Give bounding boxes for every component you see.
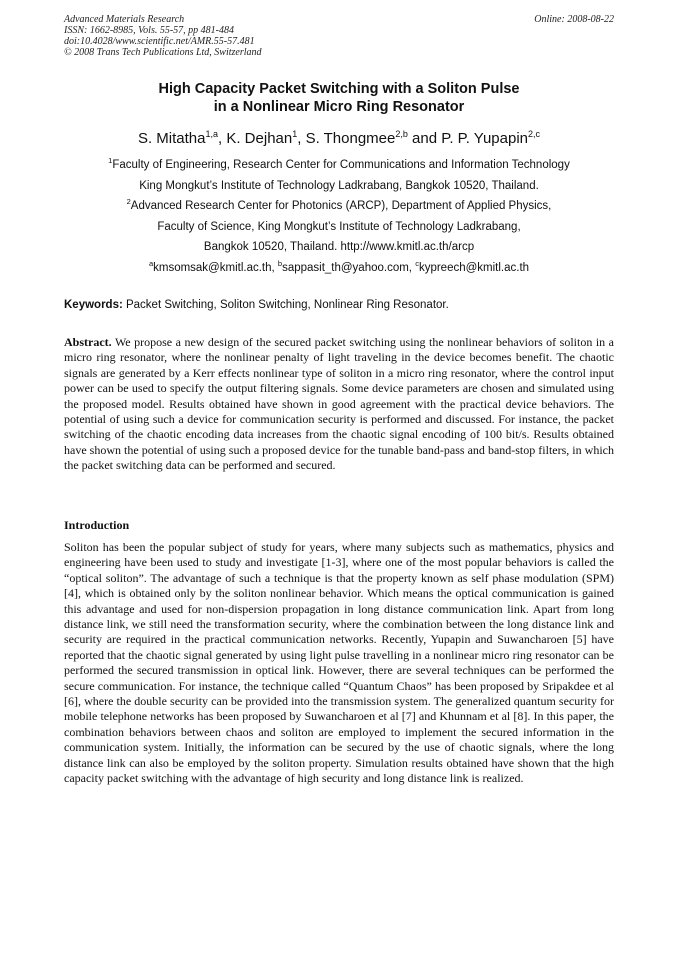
affil-mark: 2 [126,197,131,207]
author-name: S. Thongmee [305,130,396,147]
paper-title [0,80,678,116]
author-list [0,130,678,148]
affil-mark: 1 [108,156,113,166]
email-address: kmsomsak@kmitl.ac.th, [153,261,278,274]
title-line-1: High Capacity Packet Switching with a Soliton Pulse [158,81,520,97]
author-affil-mark: 2,b [395,129,408,139]
affil-text: Faculty of Engineering, Research Center for Communications and Information Technology [112,159,570,171]
author-separator: , [218,130,227,147]
author-affil-mark: 1 [292,129,298,139]
email-mark: a [148,258,154,268]
title-line-2: in a Nonlinear Micro Ring Resonator [213,99,465,115]
author-name: S. Mitatha [137,130,206,147]
email-address: sappasit_th@yahoo.com, [282,261,416,274]
affiliation-2-line-1 [0,196,678,217]
affiliation-2-line-3: Bangkok 10520, Thailand. http://www.kmitl.ac.th/arcp [203,241,475,253]
online-date: Online: 2008-08-22 [534,14,614,25]
email-mark: c [415,258,419,268]
running-header [64,14,614,58]
keywords-label: Keywords: [64,299,123,311]
author-affil-mark: 1,a [205,129,218,139]
email-mark: b [277,258,283,268]
affiliation-2-line-2: Faculty of Science, King Mongkut’s Institute of Technology Ladkrabang, [157,220,521,233]
author-name: P. P. Yupapin [441,130,529,147]
author-name: K. Dejhan [226,130,293,147]
affil-text: Advanced Research Center for Photonics (ARCP), Department of Applied Physics, [130,200,552,212]
affiliation-1-line-2: King Mongkut’s Institute of Technology Ladkrabang, Bangkok 10520, Thailand. [139,179,539,192]
keywords-text: Packet Switching, Soliton Switching, Nonlinear Ring Resonator. [122,299,449,311]
journal-name: Advanced Materials Research [64,14,185,25]
email-address: kypreech@kmitl.ac.th [418,261,530,274]
keywords [64,298,614,312]
copyright-line: © 2008 Trans Tech Publications Ltd, Switzerland [64,47,262,58]
author-separator: , [297,130,306,147]
introduction-paragraph: Soliton has been the popular subject of study for years, where many subjects such as mathematics, physics and engineering have been used to study and investigate [1-3], where one of the most popular behaviors is called the “optical soliton”. The advantage of such a technique is that the property known as self phase modulation (SPM)[4], which is obtained only by the soliton nonlinear behavior. Which means the optical communication is gained this advantage and used for non-dispersion propagation in long distance communication link. Apart from long distance link, we still need the transformation security, where the combination between the long distance link and security are required in the practical communication networks. Recently, Yupapin and Suwancharoen [5] have reported that the chaotic signal generated by using light pulse travelling in a nonlinear micro ring resonator can be performed the secured transmission in optical link. However, there are several techniques can be performed the secure communication. For instance, the technique called “Quantum Chaos” has been proposed by Sripakdee et al [6], where the double security can be provided into the transmission system. The generalized quantum security for mobile telephone networks has been proposed by Suwancharoen et al [7] and Khunnam et al [8]. In this paper, the combination behaviors between chaos and soliton are employed to implement the secured information in the communication system. Initially, the information can be secured by the use of chaotic signals, where the long distance link can also be employed by the soliton property. Simulation results obtained have shown that the high capacity packet switching with the advantage of high security and long distance link is realized. [64,540,614,786]
affiliations [0,155,678,278]
abstract-label: Abstract. [64,335,112,349]
affiliation-1-line-1 [0,155,678,176]
email-line [0,258,678,279]
issn-line: ISSN: 1662-8985, Vols. 55-57, pp 481-484 [64,25,234,36]
doi-line: doi:10.4028/www.scientific.net/AMR.55-57.481 [64,36,255,47]
author-affil-mark: 2,c [528,129,541,139]
abstract [64,335,614,474]
journal-info [64,14,614,58]
abstract-text: We propose a new design of the secured packet switching using the nonlinear behaviors of soliton in a micro ring resonator, where the nonlinear penalty of light traveling in the device becomes benefit. The chaotic signals are generated by a Kerr effects nonlinear type of soliton in a micro ring resonator, where the control input power can be used to specify the output filtering signals. Some device parameters are chosen and simulated using the proposed model. Results obtained have shown in good agreement with the practical device behaviors. The potential of using such a device for communication security is performed and discussed. For instance, the packet switching of the chaotic encoding data increases from the chaotic signal encoding of 100 bit/s. Results obtained have shown the potential of using such a proposed device for the tunable band-pass and band-stop filters, in which the packet switching data can be performed and secured. [64,335,614,473]
section-heading-introduction: Introduction [64,518,130,532]
author-separator: and [407,130,442,147]
